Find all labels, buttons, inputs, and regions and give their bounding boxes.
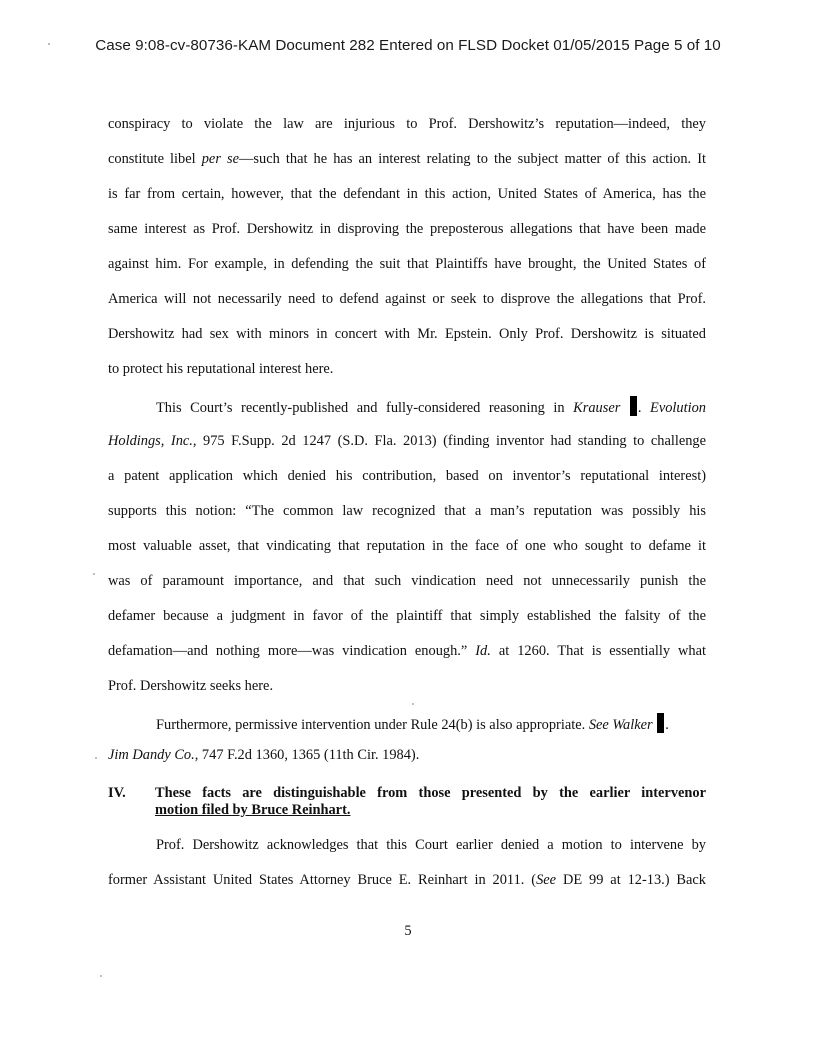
- section-number: IV.: [108, 785, 126, 801]
- redaction-mark: [657, 713, 664, 733]
- p2-line-8: [108, 642, 706, 660]
- p2-line-8-em: Id.: [475, 643, 491, 659]
- p2-line-6: was of paramount importance, and that such vindication need not unnecessarily punish the: [108, 573, 706, 589]
- p2-line-8-a: defamation—and nothing more—was vindication enough.”: [108, 643, 476, 659]
- p2-line-2-em: Holdings, Inc.: [108, 433, 193, 449]
- scan-speck: [100, 975, 102, 977]
- p3-line-2-em: Jim Dandy Co.: [108, 747, 195, 763]
- p1-line-1: conspiracy to violate the law are injurious to Prof. Dershowitz’s reputation—indeed, they: [108, 116, 706, 132]
- header-entered: Entered on FLSD Docket 01/05/2015: [379, 37, 630, 54]
- p4-line-2-a: former Assistant United States Attorney Bruce E. Reinhart in 2011. (: [108, 872, 537, 888]
- p3-line-2-b: , 747 F.2d 1360, 1365 (11th Cir. 1984).: [194, 747, 420, 763]
- header-page-count: Page 5 of 10: [634, 37, 721, 54]
- p2-line-8-b: at 1260. That is essentially what: [490, 643, 706, 659]
- p1-line-8: to protect his reputational interest here.: [108, 361, 334, 377]
- p1-line-4: same interest as Prof. Dershowitz in disproving the preposterous allegations that have been made: [108, 221, 706, 237]
- p3-line-1: Furthermore, permissive intervention under Rule 24(b) is also appropriate. See Walker .: [156, 713, 706, 734]
- redaction-mark: [630, 396, 637, 416]
- p4-line-2: [108, 871, 706, 889]
- p2-line-4: supports this notion: “The common law recognized that a man’s reputation was possibly his: [108, 503, 706, 519]
- scan-speck: [93, 573, 95, 575]
- docket-header: [0, 37, 816, 54]
- p4-line-1: Prof. Dershowitz acknowledges that this Court earlier denied a motion to intervene by: [156, 837, 706, 853]
- section-heading-line-1: These facts are distinguishable from those presented by the earlier intervenor: [155, 785, 706, 801]
- scan-speck: [412, 703, 414, 705]
- p1-line-2-em: per se: [201, 151, 240, 167]
- p1-line-6: America will not necessarily need to defend against or seek to disprove the allegations that Prof.: [108, 291, 706, 307]
- p3-line-1-a: Furthermore, permissive intervention under Rule 24(b) is also appropriate.: [156, 717, 589, 733]
- p2-line-1-a: This Court’s recently-published and fully-considered reasoning in: [156, 400, 574, 416]
- section-heading-line-2: motion filed by Bruce Reinhart.: [155, 802, 351, 818]
- p1-line-2: [108, 150, 706, 168]
- p4-line-2-em: See: [536, 872, 557, 888]
- p2-line-9: Prof. Dershowitz seeks here.: [108, 678, 274, 694]
- page-number: 5: [404, 923, 412, 939]
- header-document-number: Document 282: [275, 37, 375, 54]
- p1-line-2-a: constitute libel: [108, 151, 202, 167]
- p2-line-7: defamer because a judgment in favor of the plaintiff that simply established the falsity of the: [108, 608, 706, 624]
- p3-line-1-em: See Walker: [588, 717, 653, 733]
- header-case-number: Case 9:08-cv-80736-KAM: [95, 37, 272, 54]
- p2-line-1: This Court’s recently-published and fully-considered reasoning in Krauser . Evolution: [156, 396, 706, 417]
- p2-line-1-em1: Krauser: [573, 400, 621, 416]
- scan-speck: [95, 757, 97, 759]
- p2-line-1-em2: Evolution: [650, 400, 706, 416]
- p2-line-2-b: , 975 F.Supp. 2d 1247 (S.D. Fla. 2013) (finding inventor had standing to challenge: [192, 433, 706, 449]
- p4-line-2-b: DE 99 at 12-13.) Back: [556, 872, 707, 888]
- scan-speck: [48, 43, 50, 45]
- p1-line-5: against him. For example, in defending the suit that Plaintiffs have brought, the United States of: [108, 256, 706, 272]
- p2-line-5: most valuable asset, that vindicating that reputation in the face of one who sought to defame it: [108, 538, 706, 554]
- p1-line-2-b: —such that he has an interest relating to the subject matter of this action. It: [239, 151, 706, 167]
- p2-line-2: [108, 432, 706, 450]
- p1-line-7: Dershowitz had sex with minors in concert with Mr. Epstein. Only Prof. Dershowitz is situated: [108, 326, 706, 342]
- p2-line-3: a patent application which denied his contribution, based on inventor’s reputational interest): [108, 468, 706, 484]
- p3-line-2: [108, 746, 706, 764]
- p1-line-3: is far from certain, however, that the defendant in this action, United States of America, has the: [108, 186, 706, 202]
